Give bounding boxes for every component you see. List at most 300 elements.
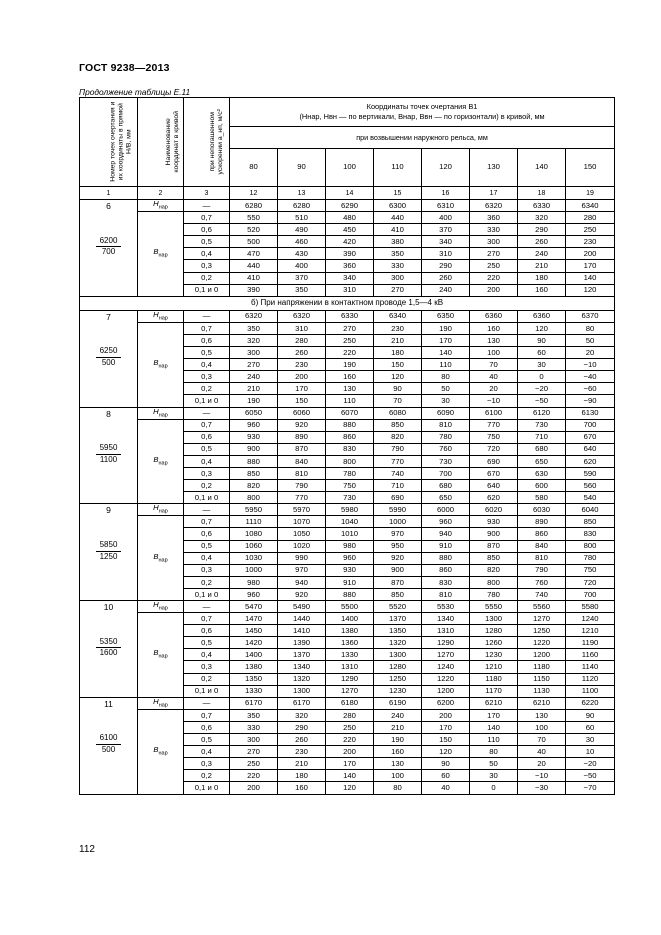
value-cell: 130 xyxy=(470,334,518,346)
value-cell: 120 xyxy=(518,322,566,334)
value-cell: 460 xyxy=(278,236,326,248)
value-cell: 360 xyxy=(470,212,518,224)
value-cell: 860 xyxy=(326,431,374,443)
value-cell: 600 xyxy=(518,480,566,492)
value-cell: 560 xyxy=(566,480,615,492)
value-cell: 5580 xyxy=(566,601,615,613)
value-cell: 1000 xyxy=(230,564,278,576)
coordinate-subscript: нар xyxy=(158,460,168,467)
value-cell: 60 xyxy=(518,347,566,359)
value-cell: 260 xyxy=(518,236,566,248)
value-cell: 850 xyxy=(230,467,278,479)
value-cell: 890 xyxy=(518,516,566,528)
value-cell: 390 xyxy=(230,284,278,296)
value-cell: 420 xyxy=(326,236,374,248)
value-cell: 830 xyxy=(566,528,615,540)
header-coordinate-name xyxy=(138,98,184,187)
table-row xyxy=(80,613,615,625)
value-cell: 1160 xyxy=(566,649,615,661)
value-cell: 330 xyxy=(374,260,422,272)
header-group-title-line1: Координаты точек очертания В1 xyxy=(366,102,478,112)
coordinate-name-B xyxy=(138,419,184,504)
value-cell: 270 xyxy=(230,359,278,371)
value-cell: 240 xyxy=(518,248,566,260)
value-cell: 110 xyxy=(470,734,518,746)
value-cell: 350 xyxy=(374,248,422,260)
value-cell: 700 xyxy=(566,588,615,600)
coordinate-name-H xyxy=(138,504,184,516)
value-cell: 280 xyxy=(566,212,615,224)
value-cell: 400 xyxy=(278,260,326,272)
value-cell: 230 xyxy=(374,322,422,334)
coordinate-label-B xyxy=(153,551,168,564)
value-cell: 120 xyxy=(326,782,374,794)
point-cell xyxy=(80,200,138,297)
value-cell: 120 xyxy=(374,371,422,383)
value-cell: 280 xyxy=(278,334,326,346)
point-number: 11 xyxy=(104,698,113,709)
coordinate-name-B xyxy=(138,212,184,297)
acceleration-cell: 0,3 xyxy=(184,564,230,576)
value-cell: 140 xyxy=(326,770,374,782)
value-cell: 270 xyxy=(374,284,422,296)
coordinate-symbol: B xyxy=(153,551,159,561)
value-cell: 780 xyxy=(326,467,374,479)
value-cell: 800 xyxy=(230,492,278,504)
value-cell: 1140 xyxy=(566,661,615,673)
value-cell: −70 xyxy=(566,782,615,794)
value-cell: 450 xyxy=(326,224,374,236)
value-cell: 1400 xyxy=(230,649,278,661)
value-cell: 720 xyxy=(566,576,615,588)
point-cell-content xyxy=(80,200,137,288)
acceleration-cell: 0,6 xyxy=(184,431,230,443)
acceleration-cell: 0,2 xyxy=(184,770,230,782)
value-cell: 5520 xyxy=(374,601,422,613)
table-row xyxy=(80,601,615,613)
value-cell: 810 xyxy=(278,467,326,479)
value-cell: 360 xyxy=(326,260,374,272)
point-cell xyxy=(80,504,138,601)
value-cell: 70 xyxy=(470,359,518,371)
value-cell: 550 xyxy=(230,212,278,224)
value-cell: 960 xyxy=(326,552,374,564)
header-subgroup: при возвышении наружного рельса, мм xyxy=(230,127,615,148)
value-cell: 210 xyxy=(518,260,566,272)
value-cell: 590 xyxy=(566,467,615,479)
value-cell: 6090 xyxy=(422,407,470,419)
section-row xyxy=(80,296,615,310)
value-cell: 930 xyxy=(230,431,278,443)
coordinate-label-H xyxy=(153,697,168,709)
acceleration-cell: 0,3 xyxy=(184,661,230,673)
table-row xyxy=(80,419,615,431)
point-cell xyxy=(80,407,138,504)
value-cell: 1250 xyxy=(374,673,422,685)
acceleration-cell: 0,7 xyxy=(184,709,230,721)
value-cell: 430 xyxy=(278,248,326,260)
coordinate-subscript: нар xyxy=(158,315,168,322)
column-number: 13 xyxy=(278,187,326,200)
table-row xyxy=(80,516,615,528)
coordinate-symbol: B xyxy=(153,745,159,755)
value-cell: 6350 xyxy=(422,310,470,322)
value-cell: 120 xyxy=(566,284,615,296)
coordinate-symbol: H xyxy=(153,407,159,416)
value-cell: −40 xyxy=(566,371,615,383)
coordinate-subscript: нар xyxy=(158,750,168,757)
value-cell: 90 xyxy=(566,709,615,721)
value-cell: 830 xyxy=(422,576,470,588)
value-cell: 6100 xyxy=(470,407,518,419)
acceleration-cell: 0,2 xyxy=(184,480,230,492)
value-cell: 740 xyxy=(374,467,422,479)
point-coordinates xyxy=(96,237,122,258)
value-cell: 5500 xyxy=(326,601,374,613)
coordinate-symbol: H xyxy=(153,310,159,319)
value-cell: −20 xyxy=(566,758,615,770)
value-cell: 6000 xyxy=(422,504,470,516)
value-cell: 870 xyxy=(374,576,422,588)
value-cell: 780 xyxy=(422,431,470,443)
value-cell: 770 xyxy=(470,419,518,431)
value-cell: 250 xyxy=(326,721,374,733)
value-cell: 220 xyxy=(326,734,374,746)
acceleration-cell: — xyxy=(184,504,230,516)
value-cell: 510 xyxy=(278,212,326,224)
value-cell: 350 xyxy=(230,709,278,721)
column-number: 2 xyxy=(138,187,184,200)
value-cell: 770 xyxy=(374,455,422,467)
value-cell: 680 xyxy=(518,443,566,455)
value-cell: 6360 xyxy=(518,310,566,322)
value-cell: 200 xyxy=(278,371,326,383)
value-cell: 800 xyxy=(566,540,615,552)
value-cell: 1110 xyxy=(230,516,278,528)
value-cell: 5990 xyxy=(374,504,422,516)
value-cell: 30 xyxy=(422,395,470,407)
value-cell: 6370 xyxy=(566,310,615,322)
value-cell: 0 xyxy=(470,782,518,794)
coordinate-name-B xyxy=(138,613,184,698)
value-cell: 520 xyxy=(230,224,278,236)
value-cell: 170 xyxy=(422,334,470,346)
value-cell: 730 xyxy=(518,419,566,431)
value-cell: 160 xyxy=(518,284,566,296)
value-cell: 350 xyxy=(230,322,278,334)
value-cell: 1070 xyxy=(278,516,326,528)
value-cell: 230 xyxy=(278,746,326,758)
coordinate-symbol: H xyxy=(153,600,159,610)
value-cell: 500 xyxy=(230,236,278,248)
value-cell: 850 xyxy=(470,552,518,564)
value-cell: 140 xyxy=(566,272,615,284)
acceleration-cell: 0,6 xyxy=(184,528,230,540)
value-cell: 710 xyxy=(518,431,566,443)
value-cell: 770 xyxy=(278,492,326,504)
value-cell: −90 xyxy=(566,395,615,407)
value-cell: 880 xyxy=(230,455,278,467)
value-cell: 790 xyxy=(278,480,326,492)
value-cell: 90 xyxy=(374,383,422,395)
point-coordinates xyxy=(96,444,122,465)
value-cell: 210 xyxy=(230,383,278,395)
value-cell: 40 xyxy=(518,746,566,758)
point-number: 8 xyxy=(106,408,111,419)
coordinate-name-H xyxy=(138,310,184,322)
value-cell: 20 xyxy=(470,383,518,395)
point-cell-content xyxy=(80,601,137,689)
value-cell: 290 xyxy=(518,224,566,236)
value-cell: 300 xyxy=(470,236,518,248)
header-elevation-110: 110 xyxy=(374,148,422,186)
value-cell: 40 xyxy=(422,782,470,794)
acceleration-cell: 0,5 xyxy=(184,347,230,359)
acceleration-cell: 0,1 и 0 xyxy=(184,492,230,504)
value-cell: 750 xyxy=(326,480,374,492)
coordinate-name-B xyxy=(138,322,184,407)
point-H-value: 6200 xyxy=(96,237,122,248)
acceleration-cell: 0,1 и 0 xyxy=(184,395,230,407)
value-cell: 100 xyxy=(470,347,518,359)
value-cell: 6290 xyxy=(326,200,374,212)
value-cell: 1130 xyxy=(518,685,566,697)
value-cell: 1240 xyxy=(566,613,615,625)
value-cell: 70 xyxy=(518,734,566,746)
value-cell: 1380 xyxy=(326,625,374,637)
value-cell: 270 xyxy=(470,248,518,260)
value-cell: 1390 xyxy=(278,637,326,649)
value-cell: 540 xyxy=(566,492,615,504)
value-cell: 310 xyxy=(278,322,326,334)
value-cell: 250 xyxy=(470,260,518,272)
value-cell: 130 xyxy=(374,758,422,770)
value-cell: 800 xyxy=(470,576,518,588)
value-cell: 400 xyxy=(422,212,470,224)
value-cell: 380 xyxy=(374,236,422,248)
coordinate-subscript: нар xyxy=(158,557,168,564)
coordinate-symbol: H xyxy=(153,503,159,513)
value-cell: 160 xyxy=(278,782,326,794)
value-cell: 1170 xyxy=(470,685,518,697)
point-B-value: 500 xyxy=(101,358,116,368)
value-cell: 50 xyxy=(566,334,615,346)
value-cell: 1320 xyxy=(374,637,422,649)
value-cell: −10 xyxy=(566,359,615,371)
page-number: 112 xyxy=(79,844,95,855)
value-cell: 1360 xyxy=(326,637,374,649)
value-cell: 180 xyxy=(374,347,422,359)
value-cell: 150 xyxy=(422,734,470,746)
value-cell: −60 xyxy=(566,383,615,395)
value-cell: 850 xyxy=(374,588,422,600)
column-number: 16 xyxy=(422,187,470,200)
header-elevation-130: 130 xyxy=(470,148,518,186)
value-cell: 740 xyxy=(518,588,566,600)
acceleration-cell: 0,4 xyxy=(184,359,230,371)
value-cell: 1350 xyxy=(230,673,278,685)
header-elevation-120: 120 xyxy=(422,148,470,186)
value-cell: 5560 xyxy=(518,601,566,613)
point-coordinates xyxy=(96,541,122,562)
coordinate-symbol: H xyxy=(153,199,159,209)
acceleration-cell: 0,4 xyxy=(184,455,230,467)
value-cell: 20 xyxy=(518,758,566,770)
value-cell: 240 xyxy=(422,284,470,296)
value-cell: 220 xyxy=(470,272,518,284)
value-cell: 980 xyxy=(230,576,278,588)
value-cell: 340 xyxy=(326,272,374,284)
value-cell: 200 xyxy=(470,284,518,296)
coordinate-subscript: нар xyxy=(158,653,168,660)
value-cell: 650 xyxy=(518,455,566,467)
value-cell: −10 xyxy=(470,395,518,407)
value-cell: 240 xyxy=(230,371,278,383)
value-cell: 0 xyxy=(518,371,566,383)
value-cell: 80 xyxy=(470,746,518,758)
value-cell: 300 xyxy=(374,272,422,284)
value-cell: 760 xyxy=(422,443,470,455)
value-cell: 1270 xyxy=(422,649,470,661)
value-cell: 490 xyxy=(278,224,326,236)
value-cell: 1250 xyxy=(518,625,566,637)
value-cell: 6020 xyxy=(470,504,518,516)
column-number: 17 xyxy=(470,187,518,200)
value-cell: 50 xyxy=(470,758,518,770)
acceleration-cell: 0,1 и 0 xyxy=(184,284,230,296)
value-cell: 330 xyxy=(470,224,518,236)
coordinate-name-H xyxy=(138,407,184,419)
value-cell: 1010 xyxy=(326,528,374,540)
value-cell: 80 xyxy=(374,782,422,794)
value-cell: 180 xyxy=(278,770,326,782)
value-cell: 790 xyxy=(374,443,422,455)
value-cell: 1370 xyxy=(278,649,326,661)
value-cell: 90 xyxy=(518,334,566,346)
value-cell: 190 xyxy=(374,734,422,746)
value-cell: 470 xyxy=(230,248,278,260)
value-cell: 1040 xyxy=(326,516,374,528)
value-cell: 40 xyxy=(470,371,518,383)
coordinate-symbol: B xyxy=(153,454,159,464)
value-cell: 110 xyxy=(422,359,470,371)
value-cell: 320 xyxy=(230,334,278,346)
value-cell: 1210 xyxy=(470,661,518,673)
acceleration-cell: 0,4 xyxy=(184,746,230,758)
value-cell: 1300 xyxy=(374,649,422,661)
acceleration-cell: 0,2 xyxy=(184,383,230,395)
value-cell: 170 xyxy=(326,758,374,770)
value-cell: 920 xyxy=(278,419,326,431)
acceleration-cell: — xyxy=(184,200,230,212)
point-H-value: 6100 xyxy=(96,734,122,745)
coordinate-name-B xyxy=(138,709,184,794)
value-cell: 690 xyxy=(374,492,422,504)
coordinate-subscript: нар xyxy=(158,204,168,211)
value-cell: 750 xyxy=(470,431,518,443)
value-cell: 6120 xyxy=(518,407,566,419)
value-cell: 140 xyxy=(470,721,518,733)
coordinate-label-B xyxy=(153,454,168,467)
table-row xyxy=(80,322,615,334)
value-cell: 340 xyxy=(422,236,470,248)
value-cell: 6220 xyxy=(566,697,615,709)
value-cell: 440 xyxy=(230,260,278,272)
value-cell: 6170 xyxy=(278,697,326,709)
value-cell: 140 xyxy=(422,347,470,359)
value-cell: 100 xyxy=(374,770,422,782)
coordinate-label-B xyxy=(153,247,168,259)
acceleration-cell: 0,2 xyxy=(184,673,230,685)
header-acceleration xyxy=(184,98,230,187)
value-cell: 130 xyxy=(326,383,374,395)
value-cell: 6330 xyxy=(326,310,374,322)
point-cell xyxy=(80,601,138,698)
column-number: 18 xyxy=(518,187,566,200)
value-cell: 6070 xyxy=(326,407,374,419)
point-B-value: 1100 xyxy=(99,454,118,464)
value-cell: 780 xyxy=(470,588,518,600)
value-cell: 580 xyxy=(518,492,566,504)
value-cell: 110 xyxy=(326,395,374,407)
value-cell: 210 xyxy=(374,334,422,346)
value-cell: 250 xyxy=(326,334,374,346)
value-cell: −50 xyxy=(518,395,566,407)
point-B-value: 700 xyxy=(101,247,116,257)
value-cell: 710 xyxy=(374,480,422,492)
value-cell: 700 xyxy=(422,467,470,479)
acceleration-cell: 0,3 xyxy=(184,467,230,479)
coordinate-label-H xyxy=(153,407,168,419)
header-elevation-90: 90 xyxy=(278,148,326,186)
value-cell: 60 xyxy=(566,721,615,733)
value-cell: 200 xyxy=(422,709,470,721)
value-cell: 750 xyxy=(566,564,615,576)
value-cell: 1450 xyxy=(230,625,278,637)
value-cell: 860 xyxy=(518,528,566,540)
acceleration-cell: — xyxy=(184,697,230,709)
coordinate-subscript: нар xyxy=(158,252,168,259)
value-cell: 640 xyxy=(566,443,615,455)
value-cell: 6320 xyxy=(470,200,518,212)
value-cell: 300 xyxy=(230,734,278,746)
value-cell: 5950 xyxy=(230,504,278,516)
point-cell-content xyxy=(80,311,137,399)
value-cell: 910 xyxy=(422,540,470,552)
acceleration-cell: 0,5 xyxy=(184,540,230,552)
value-cell: 830 xyxy=(326,443,374,455)
value-cell: 5530 xyxy=(422,601,470,613)
value-cell: 280 xyxy=(326,709,374,721)
value-cell: 1340 xyxy=(278,661,326,673)
value-cell: 6040 xyxy=(566,504,615,516)
value-cell: 190 xyxy=(326,359,374,371)
value-cell: 1240 xyxy=(422,661,470,673)
coordinates-table xyxy=(79,97,615,795)
point-cell xyxy=(80,310,138,407)
value-cell: 820 xyxy=(374,431,422,443)
coordinate-name-H xyxy=(138,200,184,212)
value-cell: 1180 xyxy=(518,661,566,673)
value-cell: 410 xyxy=(230,272,278,284)
value-cell: 6060 xyxy=(278,407,326,419)
acceleration-cell: 0,2 xyxy=(184,272,230,284)
coordinate-symbol: H xyxy=(153,697,159,706)
value-cell: 480 xyxy=(326,212,374,224)
value-cell: 940 xyxy=(278,576,326,588)
point-cell-content xyxy=(80,698,137,786)
value-cell: 810 xyxy=(422,419,470,431)
